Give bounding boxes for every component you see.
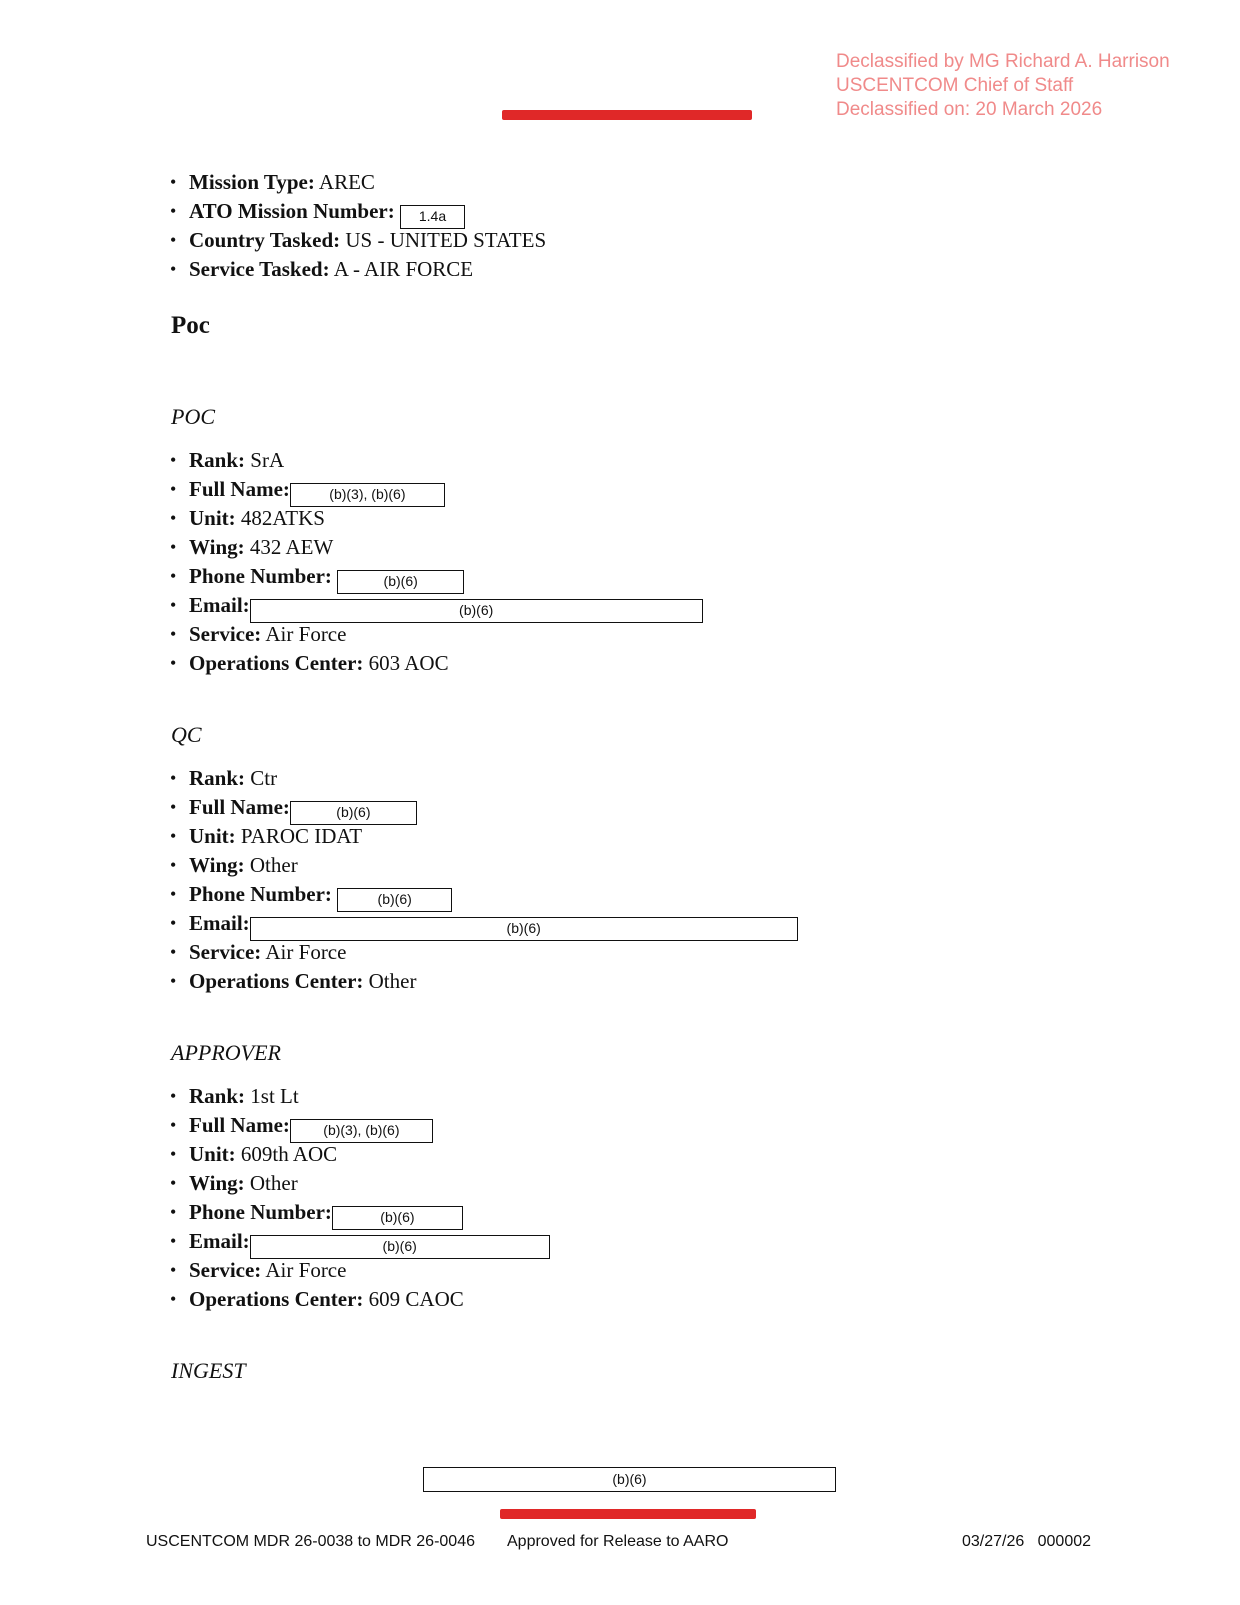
mission-details-list xyxy=(170,168,546,284)
stamp-line-3: Declassified on: 20 March 2026 xyxy=(836,99,1103,120)
approver-heading: APPROVER xyxy=(171,1040,281,1065)
qc-heading: QC xyxy=(171,722,202,747)
redaction-box: (b)(6) xyxy=(250,917,798,941)
field-label: Email: xyxy=(189,1229,250,1253)
field-label: Wing: xyxy=(189,1171,245,1195)
field-label: Unit: xyxy=(189,824,236,848)
list-item xyxy=(170,1198,550,1227)
field-label: Rank: xyxy=(189,448,246,472)
field-label: Country Tasked: xyxy=(189,228,341,252)
section-title: Poc xyxy=(171,312,210,339)
redaction-box: (b)(6) xyxy=(337,888,452,912)
list-item xyxy=(170,967,798,996)
redaction-box: (b)(6) xyxy=(250,1235,550,1259)
redaction-box: 1.4a xyxy=(400,205,465,229)
list-item xyxy=(170,533,703,562)
list-item xyxy=(170,764,798,793)
field-value: A - AIR FORCE xyxy=(333,257,474,281)
field-value: 609th AOC xyxy=(240,1142,338,1166)
list-item xyxy=(170,909,798,938)
list-item xyxy=(170,938,798,967)
list-item xyxy=(170,226,546,255)
list-item xyxy=(170,168,546,197)
field-label: Rank: xyxy=(189,766,246,790)
field-label: Rank: xyxy=(189,1084,246,1108)
field-value: PAROC IDAT xyxy=(240,824,363,848)
list-item xyxy=(170,255,546,284)
list-item xyxy=(170,1285,550,1314)
redaction-box: (b)(6) xyxy=(290,801,417,825)
field-label: Operations Center: xyxy=(189,651,364,675)
field-label: Operations Center: xyxy=(189,969,364,993)
classification-redaction-bar-top xyxy=(502,110,752,120)
field-value: US - UNITED STATES xyxy=(345,228,547,252)
classification-redaction-bar-bottom xyxy=(500,1509,756,1519)
field-value: Other xyxy=(249,1171,298,1195)
field-label: Full Name: xyxy=(189,1113,290,1137)
field-value: 609 CAOC xyxy=(368,1287,464,1311)
field-label: Service Tasked: xyxy=(189,257,330,281)
field-label: Unit: xyxy=(189,506,236,530)
redaction-box: (b)(6) xyxy=(332,1206,463,1230)
field-label: Phone Number: xyxy=(189,882,332,906)
list-item xyxy=(170,475,703,504)
field-label: Wing: xyxy=(189,535,245,559)
list-item xyxy=(170,793,798,822)
list-item xyxy=(170,851,798,880)
list-item xyxy=(170,649,703,678)
field-label: Unit: xyxy=(189,1142,236,1166)
field-value: 432 AEW xyxy=(249,535,334,559)
field-value: AREC xyxy=(318,170,375,194)
list-item xyxy=(170,197,546,226)
footer-case-number: USCENTCOM MDR 26-0038 to MDR 26-0046 xyxy=(146,1533,475,1550)
ingest-heading: INGEST xyxy=(171,1358,246,1383)
field-value: 603 AOC xyxy=(368,651,449,675)
field-value: 482ATKS xyxy=(240,506,325,530)
poc-heading: POC xyxy=(171,404,215,429)
redaction-box: (b)(6) xyxy=(337,570,464,594)
list-item xyxy=(170,1140,550,1169)
field-value: Ctr xyxy=(250,766,278,790)
list-item xyxy=(170,1082,550,1111)
redaction-box: (b)(3), (b)(6) xyxy=(290,1119,433,1143)
field-label: Service: xyxy=(189,1258,262,1282)
field-value: Air Force xyxy=(265,622,347,646)
stamp-line-1: Declassified by MG Richard A. Harrison xyxy=(836,51,1170,72)
approver-list xyxy=(170,1082,550,1314)
field-value: Air Force xyxy=(265,1258,347,1282)
list-item xyxy=(170,1111,550,1140)
list-item xyxy=(170,880,798,909)
qc-list xyxy=(170,764,798,996)
field-label: Mission Type: xyxy=(189,170,315,194)
poc-list xyxy=(170,446,703,678)
field-label: Phone Number: xyxy=(189,564,332,588)
field-label: Phone Number: xyxy=(189,1200,332,1224)
field-value: Air Force xyxy=(265,940,347,964)
field-label: Email: xyxy=(189,911,250,935)
redaction-box: (b)(6) xyxy=(250,599,703,623)
field-label: Full Name: xyxy=(189,477,290,501)
list-item xyxy=(170,591,703,620)
field-label: Email: xyxy=(189,593,250,617)
field-value: Other xyxy=(368,969,417,993)
list-item xyxy=(170,822,798,851)
list-item xyxy=(170,446,703,475)
list-item xyxy=(170,1256,550,1285)
list-item xyxy=(170,1227,550,1256)
field-value: 1st Lt xyxy=(250,1084,299,1108)
bottom-redaction-box: (b)(6) xyxy=(423,1467,836,1492)
list-item xyxy=(170,504,703,533)
field-label: Service: xyxy=(189,940,262,964)
list-item xyxy=(170,1169,550,1198)
field-label: Service: xyxy=(189,622,262,646)
field-label: ATO Mission Number: xyxy=(189,199,395,223)
field-label: Wing: xyxy=(189,853,245,877)
field-value: Other xyxy=(249,853,298,877)
footer-release-note: Approved for Release to AARO xyxy=(507,1533,729,1550)
declassification-stamp xyxy=(836,50,1170,122)
list-item xyxy=(170,620,703,649)
stamp-line-2: USCENTCOM Chief of Staff xyxy=(836,75,1074,96)
field-value: SrA xyxy=(250,448,285,472)
list-item xyxy=(170,562,703,591)
redaction-box: (b)(3), (b)(6) xyxy=(290,483,445,507)
field-label: Operations Center: xyxy=(189,1287,364,1311)
field-label: Full Name: xyxy=(189,795,290,819)
footer-date-page: 03/27/26 000002 xyxy=(962,1533,1092,1550)
